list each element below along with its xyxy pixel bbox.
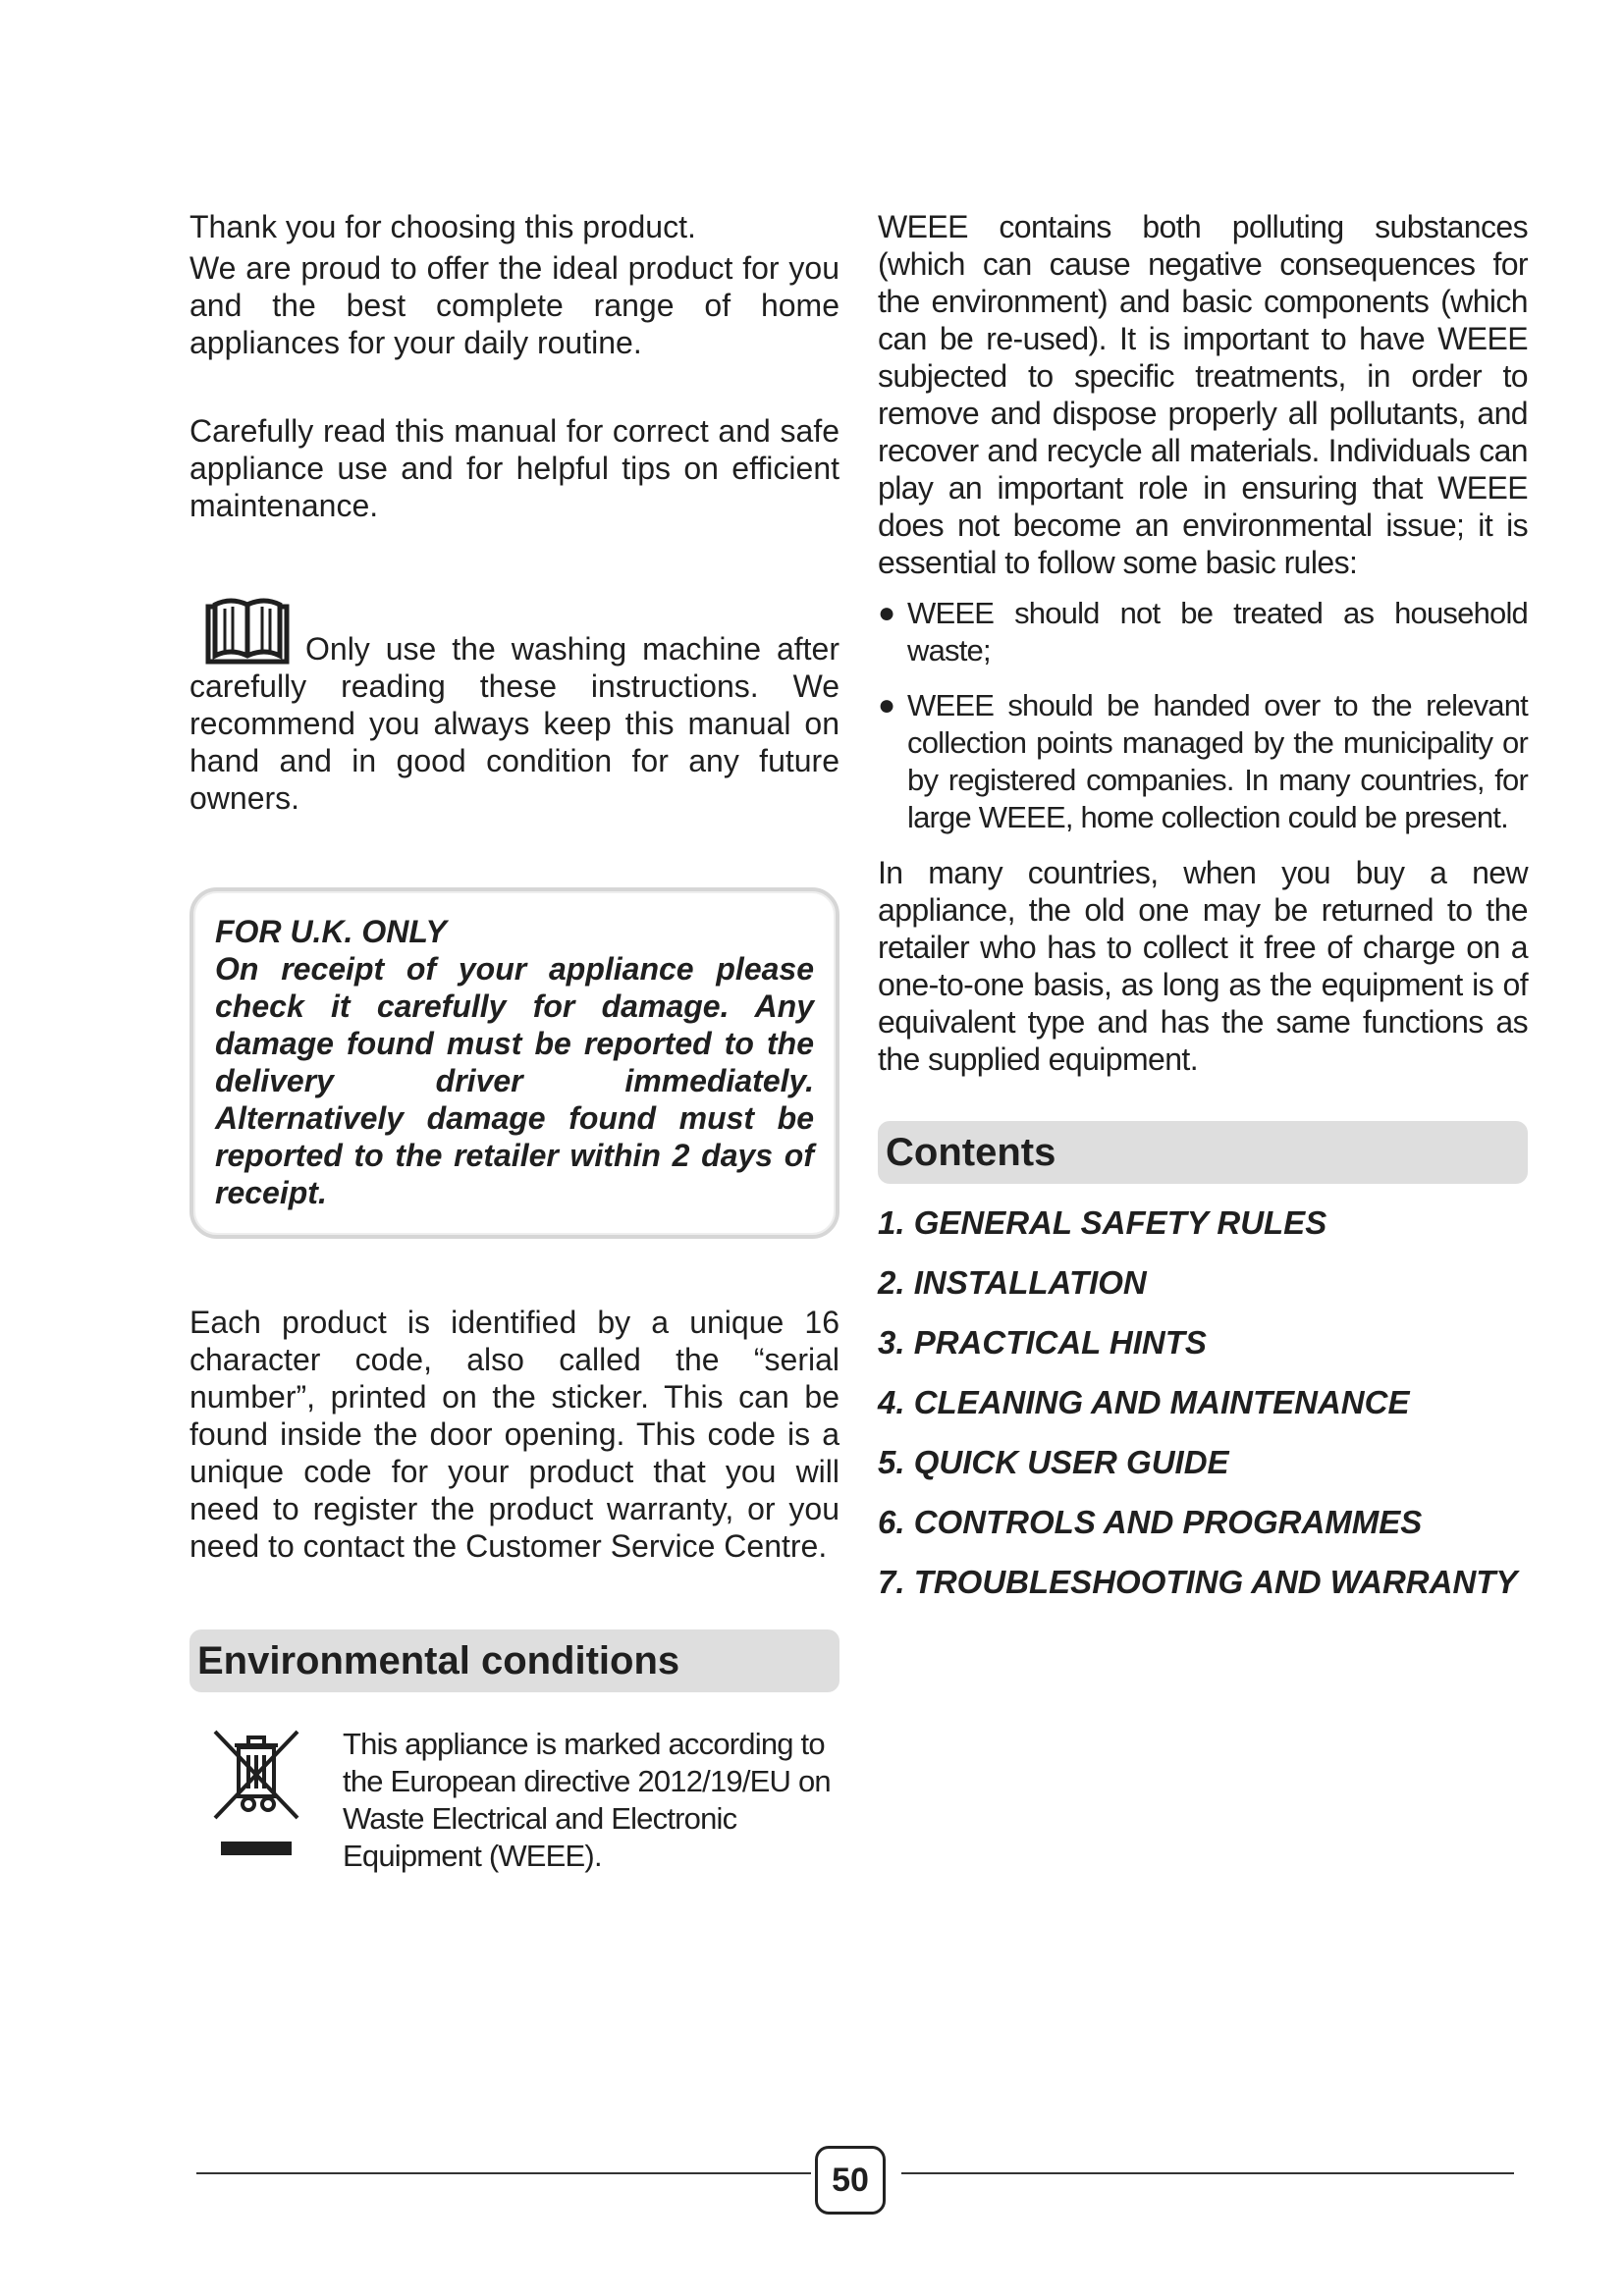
open-book-icon — [205, 595, 290, 667]
left-column — [189, 208, 839, 1875]
only-use-text: Only use the washing machine after carefully reading these instructions. We recommend you always keep this manual on hand and in good condition for any future owners. — [189, 631, 839, 816]
retailer-return-text: In many countries, when you buy a new appliance, the old one may be returned to the retailer who has to collect it free of charge on a one-to-one basis, as long as the equipment is of equivalent type and has the same functions as the supplied equipment. — [878, 855, 1528, 1077]
list-item — [878, 687, 1528, 836]
toc-item: 7. TROUBLESHOOTING AND WARRANTY — [878, 1564, 1518, 1600]
footer-rule-right — [901, 2172, 1514, 2174]
manual-notice — [189, 595, 839, 817]
weee-marking-text: This appliance is marked according to the European directive 2012/19/EU on Waste Electrical and Electronic Equipment (WEEE). — [343, 1727, 831, 1873]
weee-rule-1: WEEE should not be treated as household waste; — [907, 596, 1528, 667]
serial-number-text: Each product is identified by a unique 16 character code, also called the “serial number”, printed on the sticker. This can be found inside the door opening. This code is a unique code for your product that you will need to register the product warranty, or you need to contact the Customer Service Centre. — [189, 1305, 839, 1564]
contents-heading: Contents — [878, 1121, 1528, 1184]
environmental-conditions-heading: Environmental conditions — [189, 1629, 839, 1692]
bullet-icon: ● — [878, 597, 895, 629]
list-item — [878, 595, 1528, 669]
uk-only-heading: FOR U.K. ONLY — [215, 914, 447, 949]
toc-item: 3. PRACTICAL HINTS — [878, 1324, 1207, 1361]
weee-marking — [189, 1726, 839, 1875]
toc-item: 1. GENERAL SAFETY RULES — [878, 1204, 1327, 1241]
right-column — [878, 208, 1528, 1623]
read-manual-text: Carefully read this manual for correct and safe appliance use and for helpful tips on efficient maintenance. — [189, 413, 839, 523]
weee-rules-list — [878, 595, 1528, 836]
bullet-icon: ● — [878, 689, 895, 721]
toc-item: 6. CONTROLS AND PROGRAMMES — [878, 1504, 1423, 1540]
weee-rule-2: WEEE should be handed over to the relevant collection points managed by the municipality or by registered companies. In many countries, for large WEEE, home collection could be present. — [907, 688, 1528, 834]
proud-text: We are proud to offer the ideal product for you and the best complete range of home appliances for your daily routine. — [189, 250, 839, 360]
uk-only-text: On receipt of your appliance please check it carefully for damage. Any damage found must be reported to the delivery driver immediately. Alternatively damage found must be reported to the retailer within 2 days of receipt. — [215, 951, 814, 1210]
weee-contains-text: WEEE contains both polluting substances (which can cause negative consequences for the environment) and basic components (which can be re-used). It is important to have WEEE subjected to specific treatments, in order to remove and dispose properly all pollutants, and recover and recycle all materials. Individuals can play an important role in ensuring that WEEE does not become an environmental issue; it is essential to follow some basic rules: — [878, 209, 1528, 580]
uk-only-box — [189, 887, 839, 1239]
weee-crossed-bin-icon — [209, 1726, 303, 1863]
toc-item: 2. INSTALLATION — [878, 1264, 1147, 1301]
thanks-text: Thank you for choosing this product. — [189, 209, 696, 244]
toc-item: 4. CLEANING AND MAINTENANCE — [878, 1384, 1410, 1420]
footer-rule-left — [196, 2172, 811, 2174]
contents-list — [878, 1203, 1528, 1602]
toc-item: 5. QUICK USER GUIDE — [878, 1444, 1229, 1480]
page-number: 50 — [815, 2146, 886, 2215]
